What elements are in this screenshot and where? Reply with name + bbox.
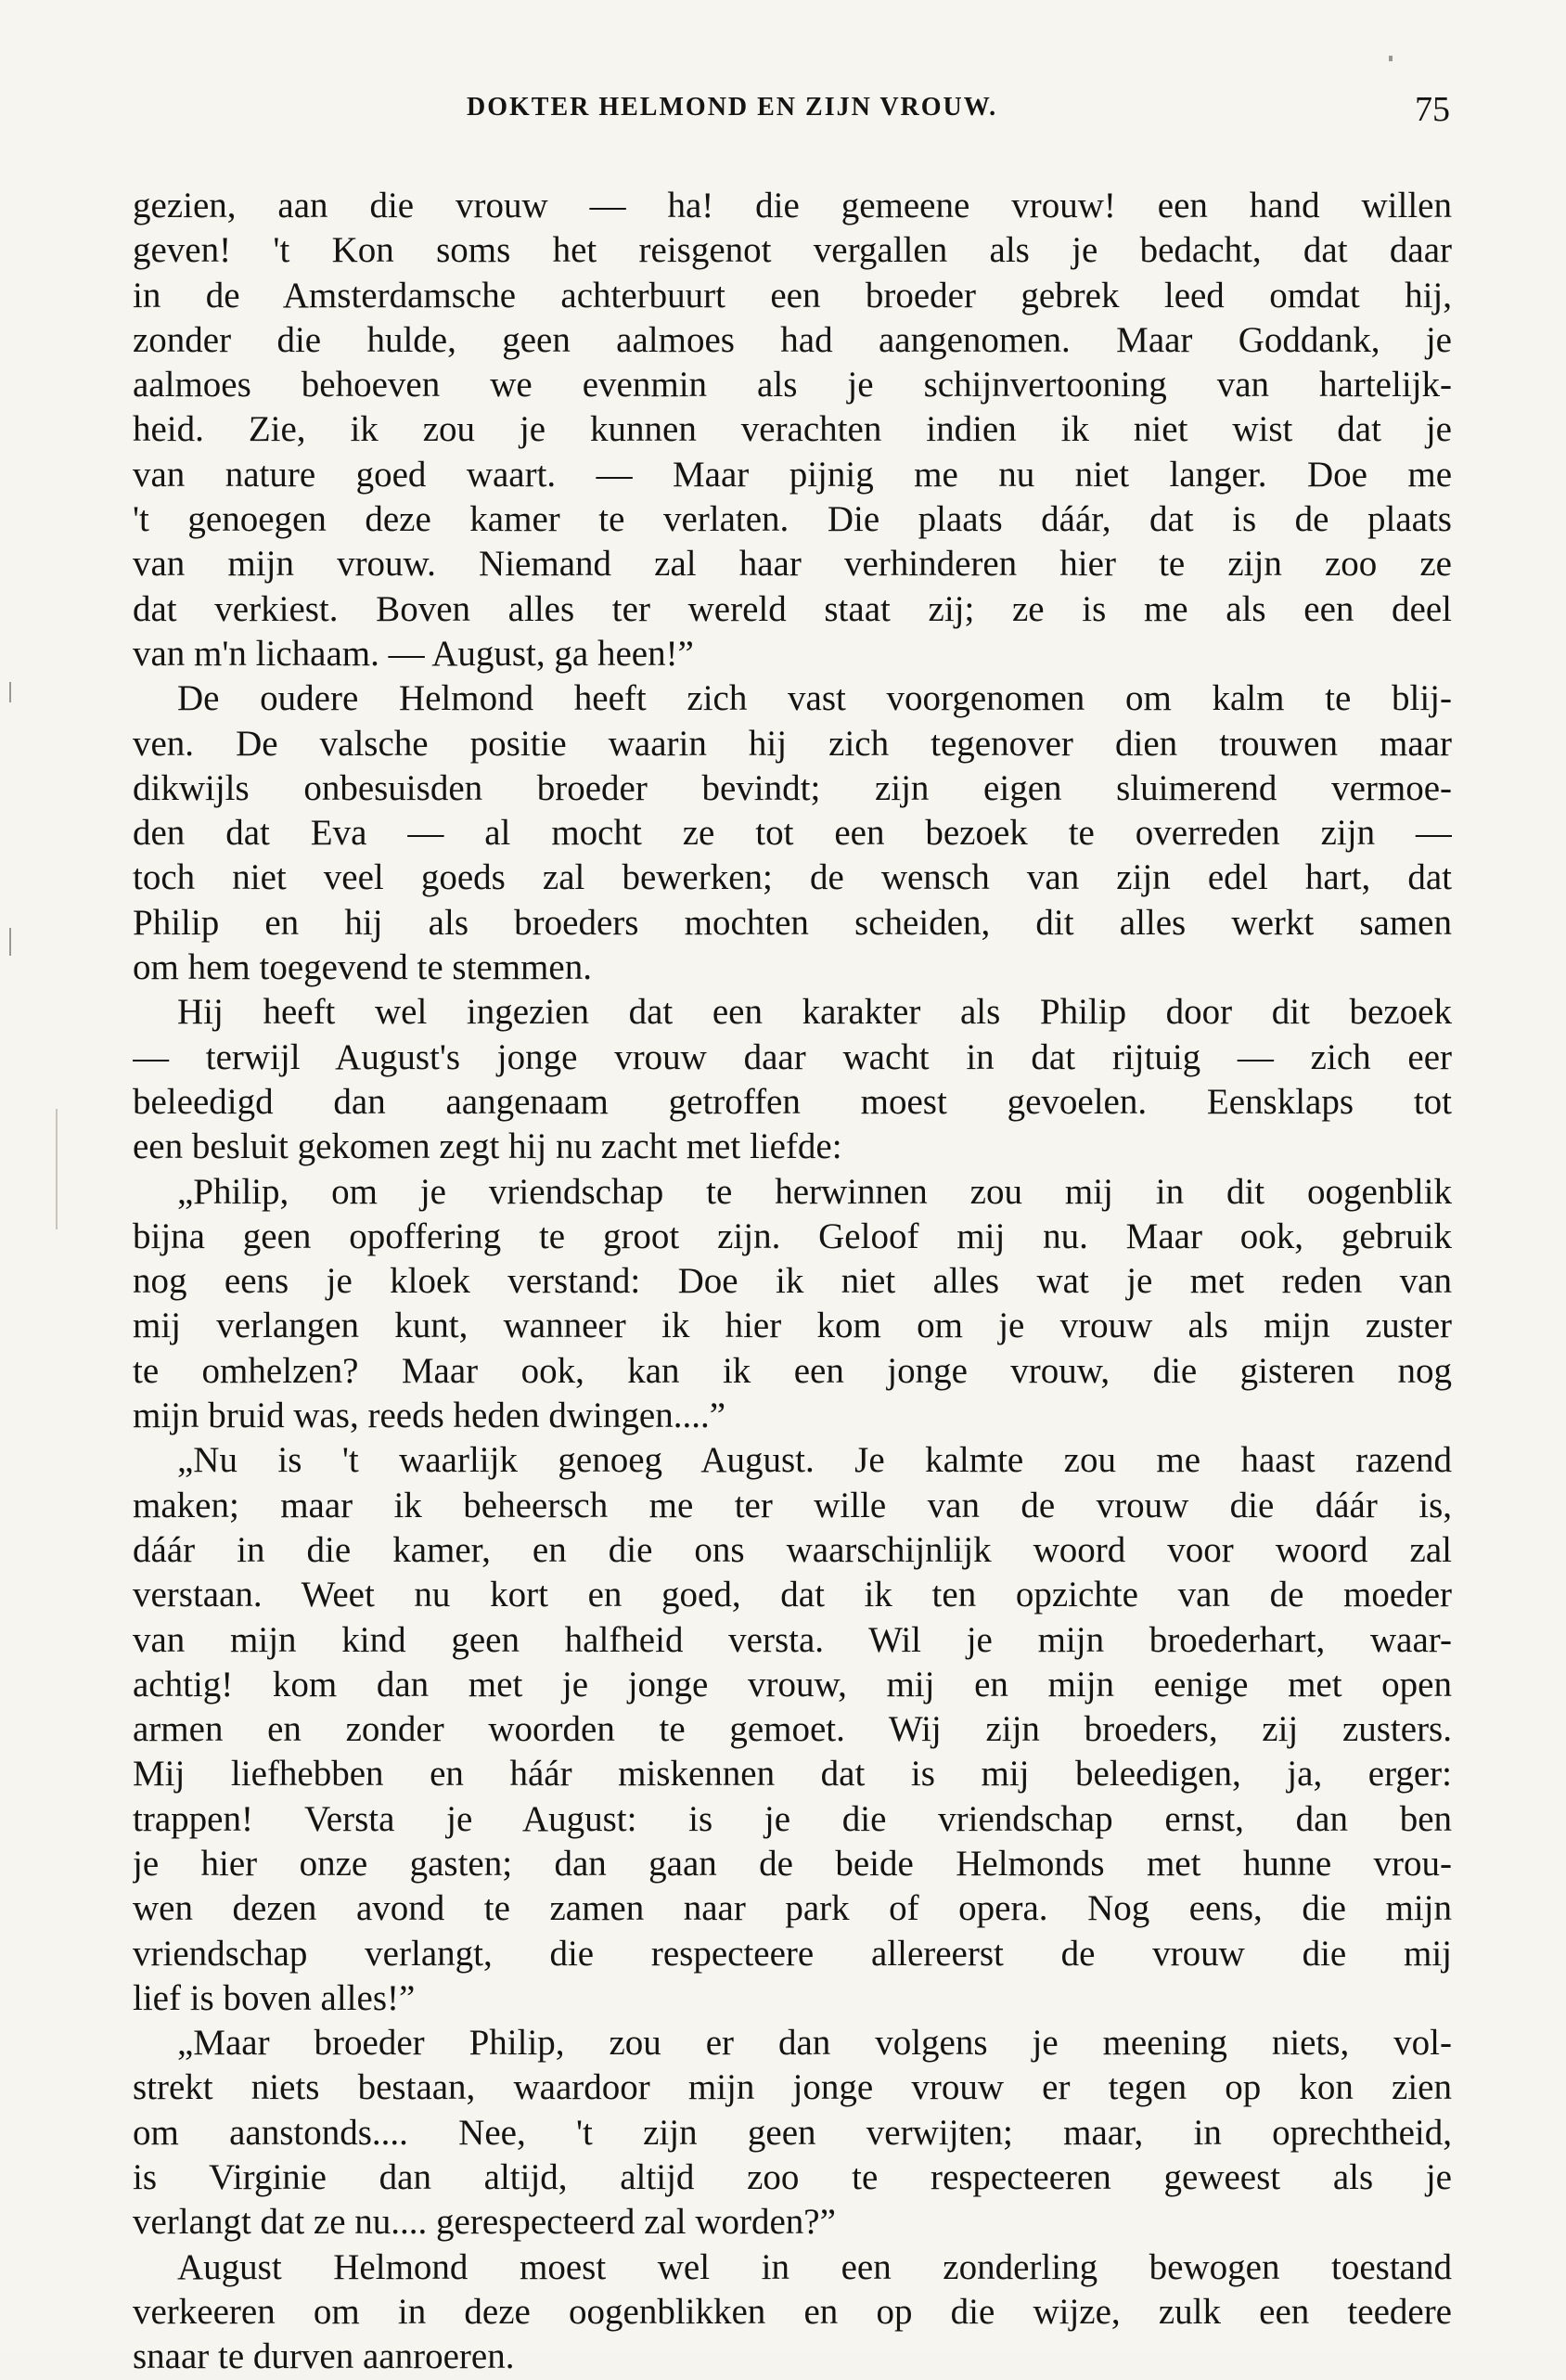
- text-line: Philip en hij als broeders mochten scheiden, dit alles werkt samen: [133, 902, 1452, 943]
- text-line: — terwijl August's jonge vrouw daar wacht in dat rijtuig — zich eer: [133, 1036, 1452, 1077]
- text-line: ven. De valsche positie waarin hij zich tegenover dien trouwen maar: [133, 723, 1452, 764]
- running-title: DOKTER HELMOND EN ZIJN VROUW.: [467, 93, 998, 122]
- text-line: den dat Eva — al mocht ze tot een bezoek te overreden zijn —: [133, 813, 1452, 854]
- text-line: je hier onze gasten; dan gaan de beide Helmonds met hunne vrou-: [133, 1843, 1452, 1884]
- text-line: trappen! Versta je August: is je die vriendschap ernst, dan ben: [133, 1798, 1452, 1839]
- text-line: geven! 't Kon soms het reisgenot vergallen als je bedacht, dat daar: [133, 230, 1452, 271]
- text-line: verstaan. Weet nu kort en goed, dat ik ten opzichte van de moeder: [133, 1575, 1452, 1615]
- page-number: 75: [1415, 90, 1450, 129]
- text-line: bijna geen opoffering te groot zijn. Geloof mij nu. Maar ook, gebruik: [133, 1216, 1452, 1256]
- text-line: gezien, aan die vrouw — ha! die gemeene vrouw! een hand willen: [133, 186, 1452, 225]
- text-line: lief is boven alles!”: [133, 1977, 416, 2018]
- text-line: is Virginie dan altijd, altijd zoo te respecteeren geweest als je: [133, 2157, 1452, 2198]
- margin-mark: [9, 928, 11, 956]
- text-line: mij verlangen kunt, wanneer ik hier kom om je vrouw als mijn zuster: [133, 1306, 1452, 1346]
- text-line: verkeeren om in deze oogenblikken en op die wijze, zulk een teedere: [133, 2291, 1452, 2332]
- text-line: te omhelzen? Maar ook, kan ik een jonge vrouw, die gisteren nog: [133, 1350, 1452, 1391]
- paragraph-start: „Maar broeder Philip, zou er dan volgens je meening niets, vol-: [177, 2023, 1452, 2064]
- text-line: wen dezen avond te zamen naar park of opera. Nog eens, die mijn: [133, 1888, 1452, 1929]
- text-line: beleedigd dan aangenaam getroffen moest gevoelen. Eensklaps tot: [133, 1081, 1452, 1122]
- text-line: maken; maar ik beheersch me ter wille van de vrouw die dáár is,: [133, 1485, 1452, 1525]
- text-line: snaar te durven aanroeren.: [133, 2336, 515, 2377]
- text-line: in de Amsterdamsche achterbuurt een broeder gebrek leed omdat hij,: [133, 275, 1452, 315]
- text-line: om aanstonds.... Nee, 't zijn geen verwijten; maar, in oprechtheid,: [133, 2112, 1452, 2153]
- text-line: zonder die hulde, geen aalmoes had aangenomen. Maar Goddank, je: [133, 319, 1452, 360]
- text-line: heid. Zie, ik zou je kunnen verachten indien ik niet wist dat je: [133, 409, 1452, 450]
- text-line: Mij liefhebben en háár miskennen dat is mij beleedigen, ja, erger:: [133, 1754, 1452, 1795]
- text-line: om hem toegevend te stemmen.: [133, 947, 592, 988]
- text-line: achtig! kom dan met je jonge vrouw, mij en mijn eenige met open: [133, 1664, 1452, 1705]
- text-line: van m'n lichaam. — August, ga heen!”: [133, 633, 694, 674]
- text-line: mijn bruid was, reeds heden dwingen....”: [133, 1396, 726, 1436]
- text-line: aalmoes behoeven we evenmin als je schijnvertooning van hartelijk-: [133, 365, 1452, 405]
- text-line: nog eens je kloek verstand: Doe ik niet alles wat je met reden van: [133, 1261, 1452, 1302]
- text-line: dikwijls onbesuisden broeder bevindt; zijn eigen sluimerend vermoe-: [133, 767, 1452, 808]
- paragraph-start: „Philip, om je vriendschap te herwinnen zou mij in dit oogenblik: [177, 1171, 1452, 1212]
- text-line: een besluit gekomen zegt hij nu zacht met liefde:: [133, 1126, 842, 1167]
- margin-mark: [9, 682, 11, 702]
- text-line: vriendschap verlangt, die respecteere allereerst de vrouw die mij: [133, 1933, 1452, 1974]
- text-line: van mijn vrouw. Niemand zal haar verhinderen hier te zijn zoo ze: [133, 544, 1452, 585]
- text-line: verlangt dat ze nu.... gerespecteerd zal worden?”: [133, 2202, 836, 2243]
- text-line: van mijn kind geen halfheid versta. Wil je mijn broederhart, waar-: [133, 1619, 1452, 1660]
- text-line: van nature goed waart. — Maar pijnig me nu niet langer. Doe me: [133, 454, 1452, 495]
- text-line: dat verkiest. Boven alles ter wereld staat zij; ze is me als een deel: [133, 588, 1452, 629]
- text-line: 't genoegen deze kamer te verlaten. Die plaats dáár, dat is de plaats: [133, 499, 1452, 540]
- text-line: armen en zonder woorden te gemoet. Wij zijn broeders, zij zusters.: [133, 1709, 1452, 1750]
- page-header: [133, 89, 1450, 135]
- text-line: toch niet veel goeds zal bewerken; de wensch van zijn edel hart, dat: [133, 857, 1452, 898]
- body-text: [133, 184, 1452, 2380]
- text-line: dáár in die kamer, en die ons waarschijnlijk woord voor woord zal: [133, 1529, 1452, 1570]
- margin-mark: [56, 1109, 58, 1229]
- paragraph-start: De oudere Helmond heeft zich vast voorgenomen om kalm te blij-: [177, 678, 1452, 719]
- scan-speck: [1389, 56, 1393, 61]
- paragraph-start: „Nu is 't waarlijk genoeg August. Je kalmte zou me haast razend: [177, 1440, 1452, 1481]
- text-line: strekt niets bestaan, waardoor mijn jonge vrouw er tegen op kon zien: [133, 2067, 1452, 2108]
- paragraph-start: Hij heeft wel ingezien dat een karakter als Philip door dit bezoek: [177, 992, 1452, 1033]
- paragraph-start: August Helmond moest wel in een zonderling bewogen toestand: [177, 2246, 1452, 2287]
